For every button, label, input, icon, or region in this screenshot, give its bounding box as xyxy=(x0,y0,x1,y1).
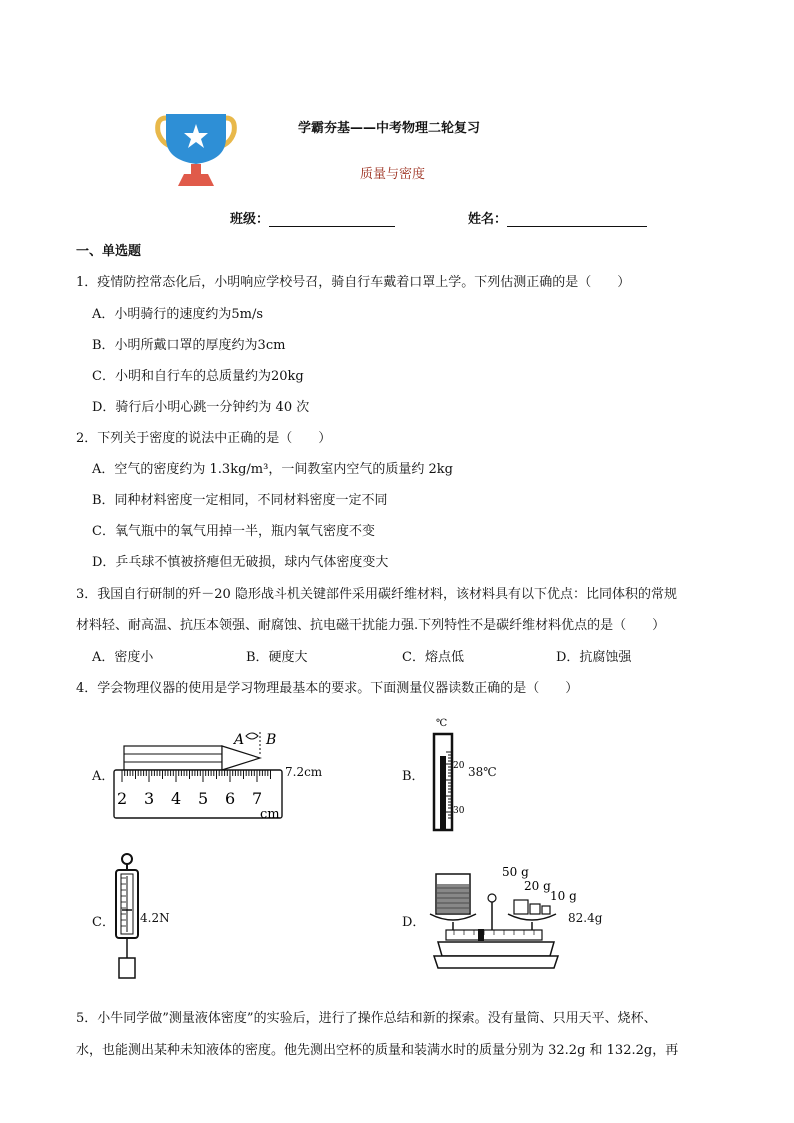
q1-option-c[interactable]: C．小明和自行车的总质量约为20kg xyxy=(92,369,304,384)
name-blank[interactable] xyxy=(507,212,647,227)
ruler-tick-3: 3 xyxy=(144,789,155,808)
q3-stem-line2: 材料轻、耐高温、抗压本领强、耐腐蚀、抗电磁干扰能力强.下列特性不是碳纤维材料优点的是（ ） xyxy=(76,618,666,633)
mark-b: B xyxy=(266,732,277,748)
q3-option-c[interactable]: C．熔点低 xyxy=(402,650,464,665)
q1-option-a[interactable]: A．小明骑行的速度约为5m/s xyxy=(92,307,264,322)
q4-option-d-label[interactable]: D． xyxy=(402,915,426,930)
name-label: 姓名： xyxy=(468,212,508,227)
class-blank[interactable] xyxy=(269,212,395,227)
page-title: 学霸夯基——中考物理二轮复习 xyxy=(298,121,481,136)
q4-option-a-value: 7.2cm xyxy=(285,765,323,779)
q4-option-c-value: 4.2N xyxy=(140,911,170,925)
q2-option-c[interactable]: C．氧气瓶中的氧气用掉一半，瓶内氧气密度不变 xyxy=(92,524,375,539)
spring-scale-figure xyxy=(110,852,144,982)
ruler-tick-2: 2 xyxy=(117,789,128,808)
ruler-figure xyxy=(108,724,292,824)
class-field[interactable] xyxy=(230,208,395,227)
q4-option-d-value: 82.4g xyxy=(568,911,603,925)
q4-stem: 4．学会物理仪器的使用是学习物理最基本的要求。下面测量仪器读数正确的是（ ） xyxy=(76,681,579,696)
page-subtitle: 质量与密度 xyxy=(360,167,426,182)
q4-option-b-value: 38℃ xyxy=(468,765,497,779)
section-heading: 一、单选题 xyxy=(76,244,142,259)
trophy-logo xyxy=(152,112,240,188)
q3-option-d[interactable]: D．抗腐蚀强 xyxy=(556,650,632,665)
weight-20g: 20 g xyxy=(524,879,551,893)
ruler-tick-7: 7 xyxy=(252,789,263,808)
q3-option-b[interactable]: B．硬度大 xyxy=(246,650,308,665)
weight-10g: 10 g xyxy=(550,889,576,903)
q5-line1: 5．小牛同学做”测量液体密度”的实验后，进行了操作总结和新的探索。没有量筒、只用天平、烧杯、 xyxy=(76,1011,657,1026)
ruler-tick-5: 5 xyxy=(198,789,209,808)
q2-option-b[interactable]: B．同种材料密度一定相同，不同材料密度一定不同 xyxy=(92,493,388,508)
balance-figure xyxy=(424,860,576,972)
q4-option-a-label[interactable]: A． xyxy=(92,769,115,784)
thermo-tick-30: 30 xyxy=(453,806,465,816)
q1-option-b[interactable]: B．小明所戴口罩的厚度约为3cm xyxy=(92,338,286,353)
name-field[interactable] xyxy=(468,208,647,227)
thermo-tick-20: 20 xyxy=(453,761,465,771)
q2-stem: 2．下列关于密度的说法中正确的是（ ） xyxy=(76,431,332,446)
ruler-tick-4: 4 xyxy=(171,789,182,808)
ruler-unit: cm xyxy=(260,807,280,822)
q4-option-c-label[interactable]: C． xyxy=(92,915,115,930)
ruler-tick-6: 6 xyxy=(225,789,236,808)
mark-a: A xyxy=(234,732,245,748)
thermometer-unit: ℃ xyxy=(436,718,448,729)
weight-50g: 50 g xyxy=(502,865,529,879)
q2-option-d[interactable]: D．乒乓球不慎被挤瘪但无破损，球内气体密度变大 xyxy=(92,555,389,570)
thermometer-figure xyxy=(424,716,468,832)
q2-option-a[interactable]: A．空气的密度约为 1.3kg/m³，一间教室内空气的质量约 2kg xyxy=(92,462,453,477)
q5-line2: 水，也能测出某种未知液体的密度。他先测出空杯的质量和装满水时的质量分别为 32.2g 和 132.2g，再 xyxy=(76,1043,679,1058)
q3-stem-line1: 3．我国自行研制的歼－20 隐形战斗机关键部件采用碳纤维材料，该材料具有以下优点：比同体积的常规 xyxy=(76,587,677,602)
q4-option-b-label[interactable]: B． xyxy=(402,769,425,784)
q1-stem: 1．疫情防控常态化后，小明响应学校号召，骑自行车戴着口罩上学。下列估测正确的是（ ） xyxy=(76,275,631,290)
q3-option-a[interactable]: A．密度小 xyxy=(92,650,154,665)
class-label: 班级： xyxy=(230,212,270,227)
q1-option-d[interactable]: D．骑行后小明心跳一分钟约为 40 次 xyxy=(92,400,310,415)
